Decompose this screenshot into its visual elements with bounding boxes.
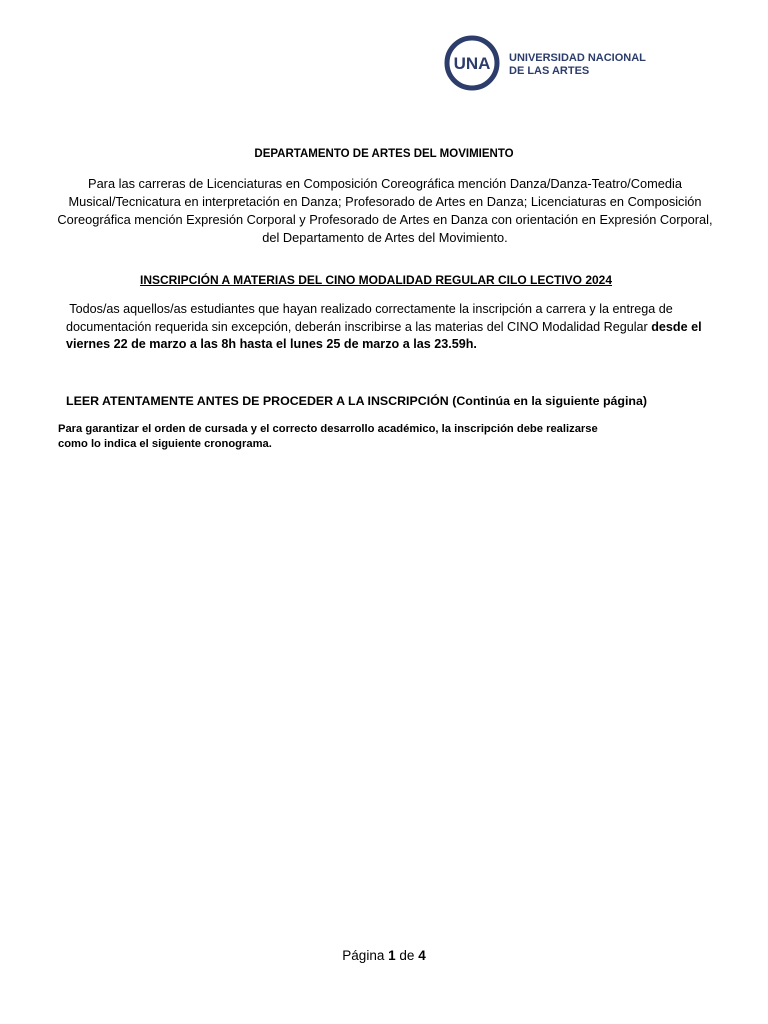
- students-line-1: Todos/as aquellos/as estudiantes que hayan realizado correctamente la inscripción a carrera y la entrega de: [66, 302, 673, 316]
- garantizar-paragraph: [58, 422, 698, 452]
- total-pages-number: 4: [418, 948, 426, 963]
- una-logo-mark: [443, 34, 505, 92]
- leer-notice: LEER ATENTAMENTE ANTES DE PROCEDER A LA INSCRIPCIÓN (Continúa en la siguiente página): [66, 394, 648, 408]
- intro-line: Para las carreras de Licenciaturas en Composición Coreográfica mención Danza/Danza-Teatro/Comedia: [88, 176, 682, 191]
- logo-mark-text: UNA: [453, 54, 491, 73]
- intro-line: Musical/Tecnicatura en interpretación en Danza; Profesorado de Artes en Danza; Licenciaturas en Composición: [68, 194, 702, 209]
- logo-line-2: DE LAS ARTES: [509, 65, 590, 77]
- inscripcion-title: INSCRIPCIÓN A MATERIAS DEL CINO MODALIDAD REGULAR CILO LECTIVO 2024: [139, 273, 613, 287]
- page-word: Página: [342, 948, 385, 963]
- students-dates: viernes 22 de marzo a las 8h hasta el lunes 25 de marzo a las 23.59h.: [66, 337, 477, 351]
- students-dates-start: desde el: [651, 319, 702, 334]
- students-line-2: [66, 319, 736, 337]
- page-footer: [0, 948, 768, 964]
- intro-line: Coreográfica mención Expresión Corporal y Profesorado de Artes en Danza con orientación en Expresión Corporal,: [57, 212, 713, 227]
- students-line-2-text: documentación requerida sin excepción, deberán inscribirse a las materias del CINO Modalidad Regular: [66, 319, 652, 334]
- students-paragraph: [66, 301, 736, 354]
- una-logo: [443, 34, 646, 92]
- logo-line-1: UNIVERSIDAD NACIONAL: [509, 52, 646, 64]
- logo-wordmark: [509, 52, 646, 78]
- intro-line: del Departamento de Artes del Movimiento.: [262, 230, 508, 245]
- current-page-number: 1: [388, 948, 396, 963]
- garantizar-line: como lo indica el siguiente cronograma.: [58, 438, 272, 450]
- department-title: DEPARTAMENTO DE ARTES DEL MOVIMIENTO: [254, 148, 514, 160]
- intro-paragraph: [40, 175, 730, 247]
- garantizar-line: Para garantizar el orden de cursada y el correcto desarrollo académico, la inscripción debe realizarse: [58, 423, 598, 435]
- of-word: de: [399, 948, 415, 963]
